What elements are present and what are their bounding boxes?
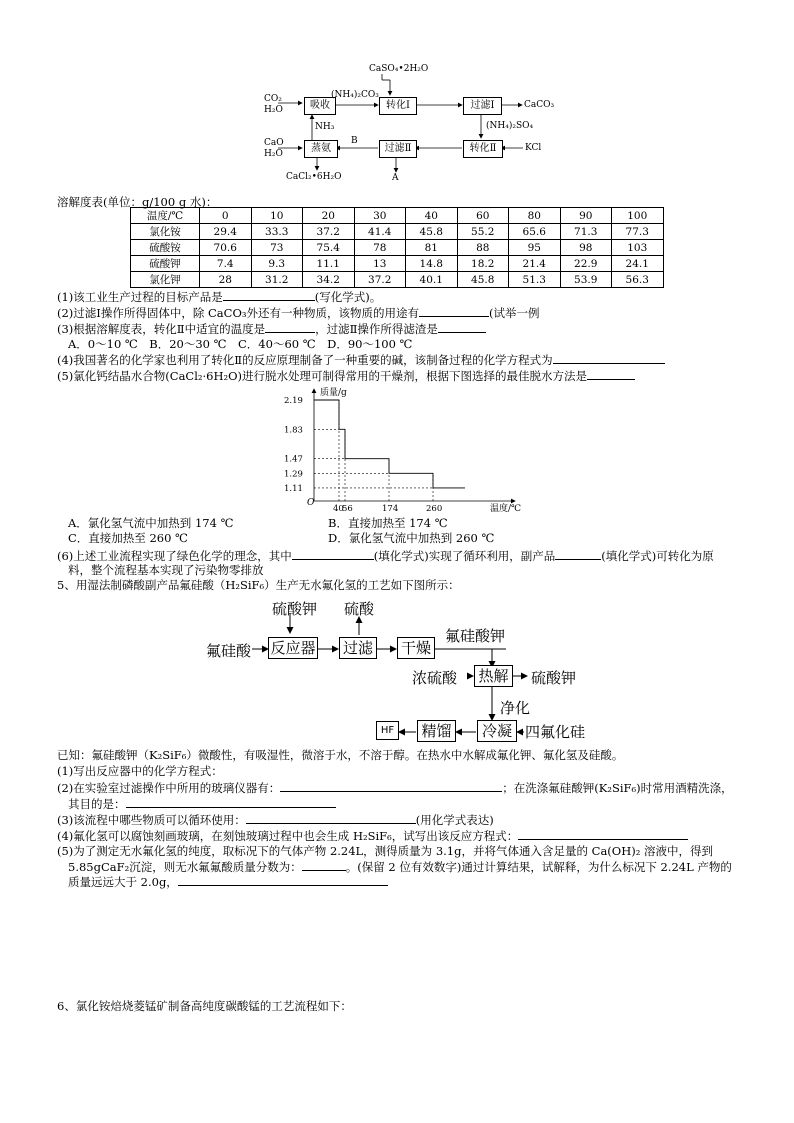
table-row [131, 208, 664, 224]
q5-known: 已知：氟硅酸钾（K₂SiF₆）微酸性，有吸湿性，微溶于水，不溶于醇。在热水中水解成氟化钾、氟化氢及硅酸。 [57, 748, 624, 762]
y-tick-label: 2.19 [284, 396, 303, 406]
q5-p3-text-end: (用化学式表达) [415, 813, 494, 827]
table-cell: 45.8 [406, 224, 458, 240]
dehydration-chart [280, 385, 530, 515]
table-cell: 51.3 [509, 272, 561, 288]
a-label: A [392, 173, 399, 183]
q5-p5-text-mid: 。(保留 2 位有效数字)通过计算结果，试解释，为什么标况下 2.24L 产物的 [345, 860, 732, 874]
q5-p2-text: (2)在实验室过滤操作中所用的玻璃仪器有： [57, 781, 281, 795]
table-cell: 77.3 [612, 224, 664, 240]
reactor-box: 反应器 [268, 637, 318, 659]
q5-p2-line [57, 780, 733, 795]
cao-label: CaO [264, 138, 284, 148]
table-cell: 73 [251, 240, 303, 256]
q5-line [57, 368, 635, 383]
table-cell: 24.1 [612, 256, 664, 272]
table-cell: 70.6 [200, 240, 252, 256]
table-cell: 40.1 [406, 272, 458, 288]
x-tick-label: 56 [342, 504, 353, 514]
q5-p5d-text: 质量远远大于 2.0g， [68, 875, 178, 889]
q1-answer-blank[interactable] [223, 289, 315, 301]
filter-2-box: 过滤Ⅱ [379, 140, 417, 158]
q5-p5-line: (5)为了测定无水氟化氢的纯度，取标况下的气体产物 2.24L，测得质量为 3.1g，并将气体通入含足量的 Ca(OH)₂ 溶液中，得到 [57, 844, 713, 858]
table-cell: 0 [200, 208, 252, 224]
q1-text-end: (写化学式)。 [314, 290, 382, 304]
table-cell: 103 [612, 240, 664, 256]
table-cell: 11.1 [303, 256, 355, 272]
table-cell: 37.2 [303, 224, 355, 240]
q5-p2-line-2 [68, 796, 336, 811]
q5-p4-line [57, 828, 688, 843]
q6-line-2: 料，整个流程基本实现了污染物零排放 [68, 563, 264, 577]
q5-p2-text-end: ；在洗涤氟硅酸钾(K₂SiF₆)时常用酒精洗涤， [502, 781, 733, 795]
table-cell: 56.3 [612, 272, 664, 288]
q1-text: (1)该工业生产过程的目标产品是 [57, 290, 223, 304]
table-cell: 22.9 [560, 256, 612, 272]
table-cell: 18.2 [457, 256, 509, 272]
table-cell: 55.2 [457, 224, 509, 240]
x-tick-label: 260 [426, 504, 443, 514]
cacl2-output-label: CaCl₂•6H₂O [286, 172, 342, 182]
x-axis-label: 温度/℃ [490, 504, 522, 514]
k2sif6-label: 氟硅酸钾 [445, 627, 506, 645]
mass-step-line [314, 400, 465, 488]
q2-line [57, 305, 539, 320]
q6-text: (6)上述工业流程实现了绿色化学的理念，其中 [57, 549, 292, 563]
purify-label: 净化 [500, 699, 531, 717]
y-tick-label: 1.47 [284, 454, 303, 465]
table-cell: 33.3 [251, 224, 303, 240]
h2o-label-2: H₂O [264, 149, 283, 159]
table-cell: 95 [509, 240, 561, 256]
q5-p3-text: (3)该流程中哪些物质可以循环使用： [57, 813, 246, 827]
option-b: B．直接加热至 174 ℃ [328, 516, 448, 530]
table-row [131, 256, 664, 272]
table-cell: 氯化铵 [131, 224, 200, 240]
filter-box: 过滤 [339, 637, 377, 659]
q5-p3-answer-blank[interactable] [246, 812, 416, 824]
table-cell: 29.4 [200, 224, 252, 240]
sif4-label: 四氟化硅 [525, 723, 586, 741]
h2sif6-input-label: 氟硅酸 [206, 642, 252, 660]
table-row [131, 240, 664, 256]
table-row [131, 272, 664, 288]
q2-text-end: (试举一例 [488, 306, 540, 320]
q5-p2c-answer-blank[interactable] [126, 796, 336, 808]
q6-line [57, 548, 714, 563]
caco3-output-label: CaCO₃ [524, 100, 555, 110]
q5-title: 5、用湿法制磷酸副产品氟硅酸（H₂SiF₆）生产无水氟化氢的工艺如下图所示： [57, 578, 460, 592]
x-tick-label: 40 [333, 504, 344, 514]
q5-answer-blank[interactable] [587, 368, 635, 380]
y-tick-label: 1.83 [284, 425, 303, 436]
table-cell: 60 [457, 208, 509, 224]
table-cell: 71.3 [560, 224, 612, 240]
q5-p3-line [57, 812, 494, 827]
convert-1-box: 转化Ⅰ [379, 97, 417, 115]
y-tick-label: 1.11 [284, 483, 303, 494]
q4-line [57, 352, 665, 367]
b-label: B [351, 136, 358, 146]
q6-answer-blank-2[interactable] [555, 548, 601, 560]
q4-text: (4)我国著名的化学家也利用了转化Ⅱ的反应原理制备了一种重要的碱，该制备过程的化学方程式为 [57, 353, 553, 367]
q3-answer-blank-2[interactable] [438, 321, 486, 333]
y-tick-label: 1.29 [284, 469, 303, 480]
table-cell: 37.2 [354, 272, 406, 288]
table-row [131, 224, 664, 240]
table-cell: 100 [612, 208, 664, 224]
caso4-input-label: CaSO₄•2H₂O [369, 64, 429, 74]
hf-box: HF [376, 721, 399, 740]
option-a: A．氯化氢气流中加热到 174 ℃ [68, 516, 234, 530]
table-cell: 20 [303, 208, 355, 224]
q6-answer-blank-1[interactable] [292, 548, 374, 560]
distill-ammonia-box: 蒸氨 [304, 140, 338, 158]
q6-text-mid: (填化学式)实现了循环利用，副产品 [373, 549, 556, 563]
h2so4-output-label: 硫酸 [344, 600, 375, 618]
q5-p4-text: (4)氟化氢可以腐蚀刻画玻璃，在刻蚀玻璃过程中也会生成 H₂SiF₆，试写出该反应方程式： [57, 829, 519, 843]
q5-p4-answer-blank[interactable] [518, 828, 688, 840]
table-cell: 13 [354, 256, 406, 272]
co2-label: CO₂ [264, 94, 282, 104]
table-cell: 10 [251, 208, 303, 224]
table-cell: 78 [354, 240, 406, 256]
nh3-label: NH₃ [315, 122, 335, 132]
q3-options: A．0～10 ℃ B．20～30 ℃ C．40～60 ℃ D．90～100 ℃ [68, 337, 413, 351]
ammonium-sulfate-label: (NH₄)₂SO₄ [486, 121, 534, 131]
q4-answer-blank[interactable] [553, 352, 665, 364]
filter-1-box: 过滤Ⅰ [463, 97, 502, 115]
table-cell: 98 [560, 240, 612, 256]
table-cell: 21.4 [509, 256, 561, 272]
table-cell: 30 [354, 208, 406, 224]
absorb-box: 吸收 [304, 97, 336, 115]
table-cell: 88 [457, 240, 509, 256]
table-header-label: 温度/℃ [131, 208, 200, 224]
q5-p2-answer-blank[interactable] [280, 780, 502, 792]
option-d: D．氯化氢气流中加热到 260 ℃ [328, 531, 495, 545]
q6-text-end: (填化学式)可转化为原 [601, 549, 714, 563]
q2-text: (2)过滤Ⅰ操作所得固体中，除 CaCO₃外还有一种物质，该物质的用途有 [57, 306, 419, 320]
table-cell: 7.4 [200, 256, 252, 272]
table-cell: 90 [560, 208, 612, 224]
q6-title: 6、氯化铵焙烧菱锰矿制备高纯度碳酸锰的工艺流程如下： [57, 999, 352, 1013]
table-cell: 31.2 [251, 272, 303, 288]
q5-p2c-text: 其目的是： [68, 797, 126, 811]
table-cell: 40 [406, 208, 458, 224]
conc-h2so4-label: 浓硫酸 [412, 669, 458, 687]
table-cell: 45.8 [457, 272, 509, 288]
pyrolysis-box: 热解 [474, 665, 513, 687]
kcl-input-label: KCl [525, 143, 542, 153]
ammonium-carbonate-label: (NH₄)₂CO₃ [331, 90, 379, 100]
table-cell: 53.9 [560, 272, 612, 288]
q5-p5-text: 5.85gCaF₂沉淀，则无水氟氟酸质量分数为： [68, 860, 302, 874]
y-axis-label: 质量/g [320, 388, 347, 398]
table-cell: 41.4 [354, 224, 406, 240]
q5-p5-line-3 [68, 874, 388, 889]
q5-text: (5)氯化钙结晶水合物(CaCl₂·6H₂O)进行脱水处理可制得常用的干燥剂，根据下图选择的最佳脱水方法是 [57, 369, 588, 383]
option-c: C．直接加热至 260 ℃ [68, 531, 188, 545]
k2so4-output-label: 硫酸钾 [531, 669, 577, 687]
q5-p5d-answer-blank[interactable] [178, 874, 388, 886]
table-cell: 80 [509, 208, 561, 224]
table-cell: 氯化钾 [131, 272, 200, 288]
dry-box: 干燥 [397, 637, 435, 659]
q3-text-mid: ，过滤Ⅱ操作所得滤渣是 [315, 322, 438, 336]
table-cell: 81 [406, 240, 458, 256]
table-cell: 75.4 [303, 240, 355, 256]
origin-label: O [307, 498, 315, 508]
condense-box: 冷凝 [477, 720, 517, 742]
q5-p5-line-2 [68, 859, 732, 874]
flowchart-1 [255, 58, 555, 188]
k2so4-input-label: 硫酸钾 [272, 600, 318, 618]
solubility-title: 溶解度表(单位：g/100 g 水)： [57, 195, 218, 209]
rectify-box: 精馏 [417, 720, 456, 742]
q1-line [57, 289, 381, 304]
x-tick-label: 174 [382, 504, 399, 514]
q5-p1: (1)写出反应器中的化学方程式： [57, 764, 223, 778]
convert-2-box: 转化Ⅱ [463, 140, 503, 158]
solubility-table [130, 207, 664, 288]
table-cell: 硫酸铵 [131, 240, 200, 256]
q2-answer-blank[interactable] [419, 305, 489, 317]
q3-line [57, 321, 486, 336]
table-cell: 14.8 [406, 256, 458, 272]
table-cell: 9.3 [251, 256, 303, 272]
table-cell: 34.2 [303, 272, 355, 288]
q3-answer-blank-1[interactable] [265, 321, 315, 333]
table-cell: 硫酸钾 [131, 256, 200, 272]
q5-p5-answer-blank[interactable] [302, 859, 346, 871]
table-cell: 65.6 [509, 224, 561, 240]
h2o-label-1: H₂O [264, 105, 283, 115]
q3-text: (3)根据溶解度表，转化Ⅱ中适宜的温度是 [57, 322, 266, 336]
table-cell: 28 [200, 272, 252, 288]
